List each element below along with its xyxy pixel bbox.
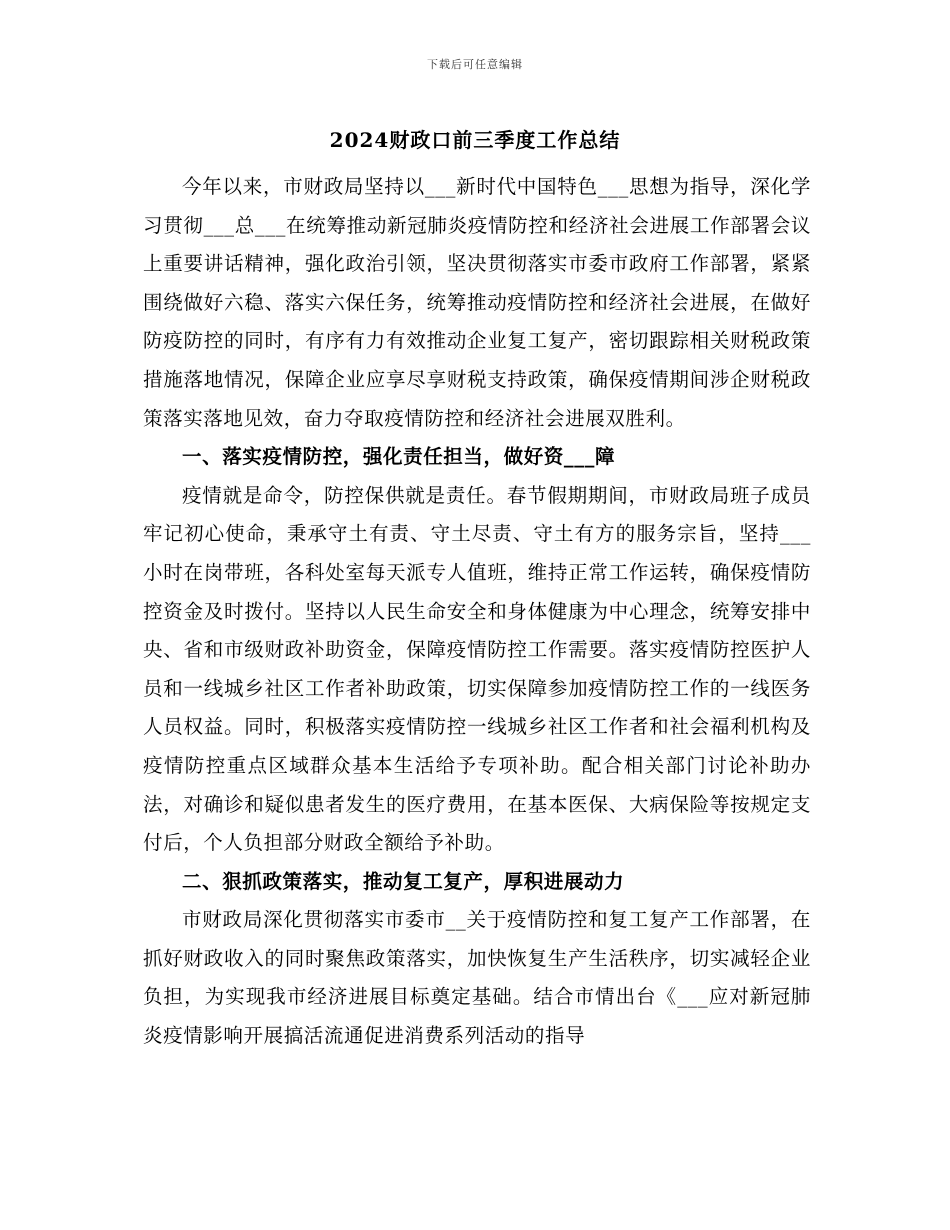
paragraph-section-2: 市财政局深化贯彻落实市委市__关于疫情防控和复工复产工作部署，在抓好财政收入的同时聚焦政策落实，加快恢复生产生活秩序，切实减轻企业负担，为实现我市经济进展目标奠定基础。结合市情出台《___应对新冠肺炎疫情影响开展搞活流通促进消费系列活动的指导	[143, 908, 811, 1048]
paragraph-section-1: 疫情就是命令，防控保供就是责任。春节假期期间，市财政局班子成员牢记初心使命，秉承守土有责、守土尽责、守土有方的服务宗旨，坚持___小时在岗带班，各科处室每天派专人值班，维持正常工作运转，确保疫情防控资金及时拨付。坚持以人民生命安全和身体健康为中心理念，统筹安排中央、省和市级财政补助资金，保障疫情防控工作需要。落实疫情防控医护人员和一线城乡社区工作者补助政策，切实保障参加疫情防控工作的一线医务人员权益。同时，积极落实疫情防控一线城乡社区工作者和社会福利机构及疫情防控重点区域群众基本生活给予专项补助。配合相关部门讨论补助办法，对确诊和疑似患者发生的医疗费用，在基本医保、大病保险等按规定支付后，个人负担部分财政全额给予补助。	[143, 483, 811, 855]
section-heading-1: 一、落实疫情防控，强化责任担当，做好资___障	[182, 445, 616, 469]
document-title: 2024财政口前三季度工作总结	[329, 128, 621, 152]
section-heading-2: 二、狠抓政策落实，推动复工复产，厚积进展动力	[182, 869, 625, 893]
document-body	[143, 168, 811, 1056]
paragraph-intro: 今年以来，市财政局坚持以___新时代中国特色___思想为指导，深化学习贯彻___总___在统筹推动新冠肺炎疫情防控和经济社会进展工作部署会议上重要讲话精神，强化政治引领，坚决贯彻落实市委市政府工作部署，紧紧围绕做好六稳、落实六保任务，统筹推动疫情防控和经济社会进展，在做好防疫防控的同时，有序有力有效推动企业复工复产，密切跟踪相关财税政策措施落地情况，保障企业应享尽享财税支持政策，确保疫情期间涉企财税政策落实落地见效，奋力夺取疫情防控和经济社会进展双胜利。	[143, 175, 811, 430]
header-note: 下载后可任意编辑	[427, 58, 523, 71]
